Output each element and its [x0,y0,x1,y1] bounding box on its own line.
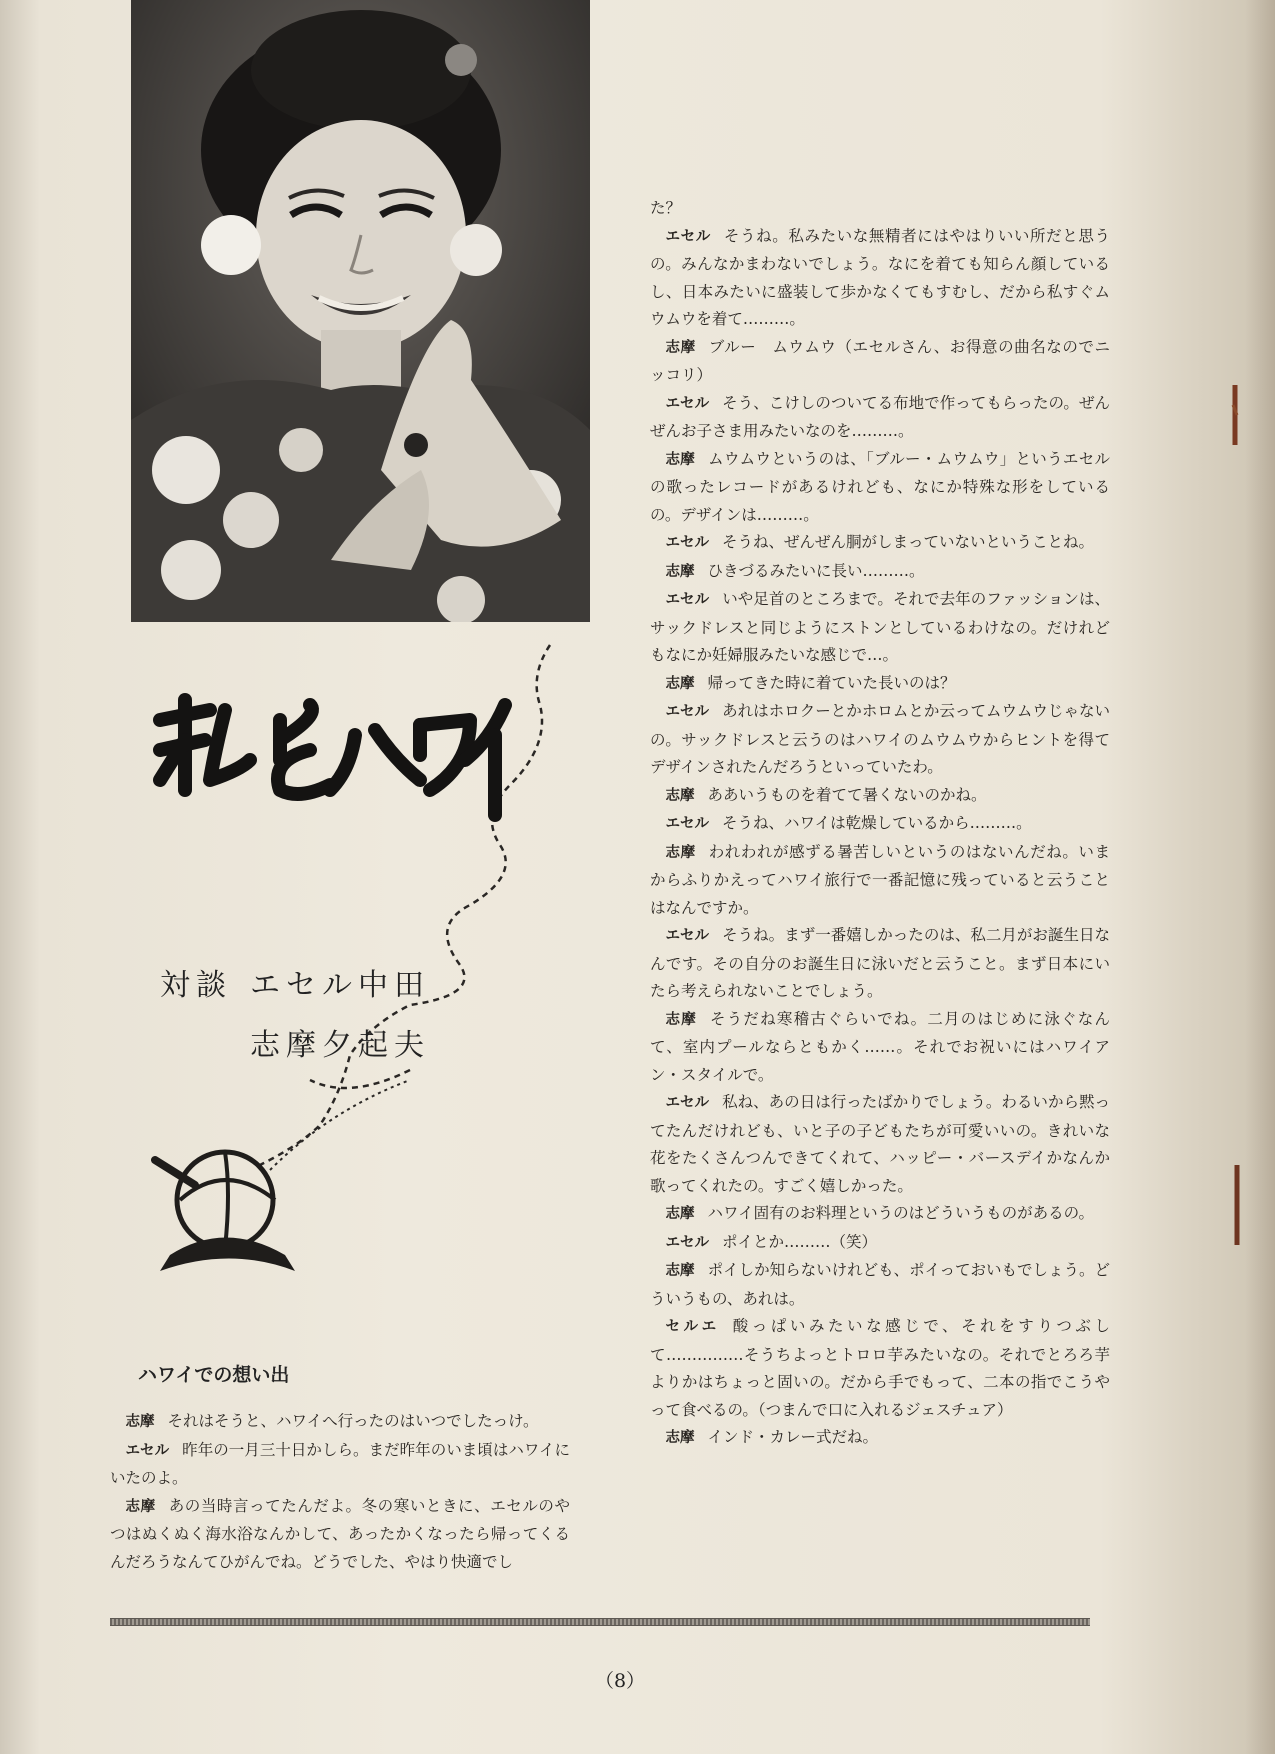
speaker-name: 志摩 [665,1430,695,1446]
participant-name: エセル中田 [250,968,430,1003]
dialogue-text: そう、こけしのついてる布地で作ってもらったの。ぜんぜんお子さま用みたいなのを………。 [650,393,1110,440]
credits-row-1 [160,960,430,1004]
dialogue-line [650,1089,1110,1200]
speaker-name: エセル [665,592,710,608]
speaker-name: 志摩 [125,1414,155,1430]
dialogue-text: そうだね寒稽古ぐらいでね。二月のはじめに泳ぐなんて、室内プールならともかく……。それでお祝いにはハワイアン・スタイルで。 [650,1009,1110,1084]
speaker-name: エセル [665,535,709,551]
dialogue-line [650,558,1110,587]
dialogue-text: 帰ってきた時に着ていた長いのは？ [707,673,956,692]
dialogue-text: ひきづるみたいに長い………。 [707,561,925,580]
dialogue-text: そうね、ぜんぜん胴がしまっていないということね。 [722,533,1095,551]
dialogue-line [650,670,1110,699]
dialogue-text: あれはホロクーとかホロムとか云ってムウムウじゃないの。サックドレスと云うのはハワイのムウムウからヒントを得てデザインされたんだろうといっていたわ。 [650,702,1110,776]
dialogue-line [650,1424,1110,1453]
dialogue-line [650,223,1110,334]
speaker-name: 志摩 [665,1263,695,1279]
dialogue-line [650,839,1110,923]
dialogue-line [110,1493,570,1577]
portrait-illustration [131,0,590,622]
tea-kettle-sketch [155,1080,410,1271]
dialogue-text: ポイとか………（笑） [722,1232,878,1251]
speaker-name: エセル [665,704,710,720]
speaker-name: 志摩 [665,451,696,468]
section-heading: ハワイでの想い出 [138,1364,290,1386]
dialogue-text: 昨年の一月三十日かしら。まだ昨年のいま頃はハワイにいたのよ。 [110,1440,570,1487]
dialogue-line [650,782,1110,811]
speaker-name: エセル [665,1095,710,1111]
speaker-name: エセル [665,816,709,832]
dialogue-text: 私ね、あの日は行ったばかりでしょう。わるいから黙ってたんだけれども、いと子の子どもたちが可愛いいの。きれいな花をたくさんつんできてくれて、ハッピー・バースデイかなんか歌ってくれたの。すごく嬉しかった。 [650,1093,1111,1195]
dialogue-line [650,390,1110,446]
dialogue-line [110,1408,570,1437]
dialogue-text: ああいうものを着てて暑くないのかね。 [707,785,987,804]
bottom-divider [110,1618,1090,1626]
speaker-name: エセル [125,1442,170,1459]
left-text-column [110,1408,570,1576]
title-calligraphy [150,680,530,830]
speaker-name: 志摩 [125,1498,156,1515]
dialogue-line [650,1200,1110,1229]
dialogue-text: ブルー ムウムウ（エセルさん、お得意の曲名なのでニッコリ） [650,337,1110,384]
dialogue-line [650,1006,1110,1090]
speaker-name: エセル [665,395,710,412]
dialogue-line [650,1229,1110,1258]
dialogue-line [650,586,1110,670]
dialogue-text: そうね。まず一番嬉しかったのは、私二月がお誕生日なんです。その自分のお誕生日に泳いだと云うこと。まず日本にいたら考えられないことでしょう。 [650,926,1111,1000]
speaker-name: 志摩 [665,1011,697,1028]
speaker-name: 志摩 [665,1206,695,1222]
dialogue-line [650,1313,1110,1424]
dialogue-line [110,1437,570,1493]
dialogue-text: あの当時言ってたんだよ。冬の寒いときに、エセルのやつはぬくぬく海水浴なんかして、あったかくなったら帰ってくるんだろうなんてひがんでね。どうでした、やはり快適でし [110,1496,570,1571]
page-number: （8） [594,1670,646,1692]
dialogue-line [650,529,1110,558]
speaker-name: セルエ [665,1319,720,1335]
dialogue-text: た？ [650,199,682,217]
participant-name: 志摩夕起夫 [250,1028,430,1063]
dialogue-line [650,1257,1110,1313]
dialogue-text: そうね、ハワイは乾燥しているから………。 [722,814,1032,832]
speaker-name: エセル [665,228,711,245]
speaker-name: 志摩 [665,844,696,861]
binding-stain-marks [1225,385,1245,1245]
page-edge-shadow [1245,0,1275,1754]
dialogue-text: インド・カレー式だね。 [707,1428,879,1446]
portrait-photo [131,0,590,622]
dialogue-credits [160,960,500,1080]
dialogue-text: ムウムウというのは、「ブルー・ムウムウ」というエセルの歌ったレコードがあるけれども、なにか特殊な形をしているの。デザインは………。 [650,449,1111,524]
dialogue-text: ハワイ固有のお料理というのはどういうものがあるの。 [707,1204,1094,1222]
speaker-name: エセル [665,1234,709,1251]
dialogue-text: 酸っぱいみたいな感じで、それをすりつぶして……………そうちよっとトロロ芋みたいなの。それでとろろ芋よりかはちょっと固いの。だから手でもって、二本の指でこうやって食べるの。（つまんで口に入れるジェスチュア） [650,1317,1110,1419]
dialogue-label: 対談 [160,968,232,1003]
article-title [150,680,530,830]
dialogue-text: われわれが感ずる暑苦しいというのはないんだね。いまからふりかえってハワイ旅行で一番記憶に残っていると云うことはなんですか。 [650,842,1110,917]
right-text-column [650,195,1110,1453]
dialogue-line [650,810,1110,839]
credits-row-2 [250,1020,430,1064]
dialogue-text: それはそうと、ハワイへ行ったのはいつでしたっけ。 [167,1412,539,1430]
dialogue-line [650,195,1110,223]
speaker-name: 志摩 [665,787,695,804]
speaker-name: エセル [665,928,710,944]
dialogue-line [650,334,1110,390]
speaker-name: 志摩 [665,675,695,692]
dialogue-text: いや足首のところまで。それで去年のファッションは、サックドレスと同じようにストンとしているわけなの。だけれどもなにか妊婦服みたいな感じで…。 [650,590,1110,664]
dialogue-line [650,446,1110,530]
dialogue-text: ポイしか知らないけれども、ポイっておいもでしょう。どういうもの、あれは。 [650,1261,1111,1308]
speaker-name: 志摩 [665,563,695,580]
dialogue-line [650,698,1110,782]
dialogue-text: そうね。私みたいな無精者にはやはりいい所だと思うの。みんなかまわないでしょう。なにを着ても知らん顔しているし、日本みたいに盛装して歩かなくてもすむし、だから私すぐムウムウを着て………。 [650,226,1110,328]
dialogue-line [650,922,1110,1006]
speaker-name: 志摩 [665,339,696,356]
